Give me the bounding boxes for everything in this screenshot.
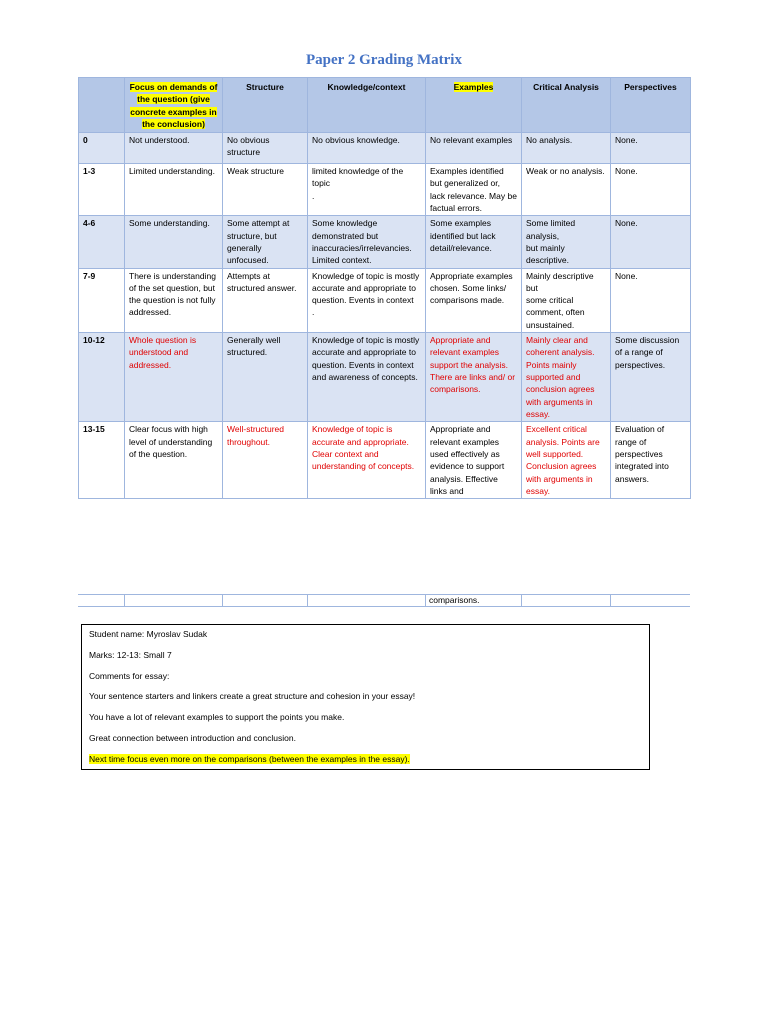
perspectives-cell: None. — [611, 164, 691, 216]
analysis-cell: Weak or no analysis. — [522, 164, 611, 216]
structure-cell: Weak structure — [223, 164, 308, 216]
focus-cell: Not understood. — [125, 133, 223, 164]
perspectives-cell: None. — [611, 133, 691, 164]
knowledge-cell: Knowledge of topic is accurate and appropriate. Clear context and understanding of concepts. — [308, 422, 426, 499]
band-cell: 13-15 — [79, 422, 125, 499]
header-focus-label: Focus on demands of the question (give concrete examples in the conclusion) — [129, 82, 218, 129]
knowledge-cell: limited knowledge of the topic . — [308, 164, 426, 216]
table-row-0 — [79, 133, 691, 164]
column-divider — [307, 594, 308, 607]
analysis-cell: No analysis. — [522, 133, 611, 164]
marks: Marks: 12-13: Small 7 — [89, 649, 172, 660]
comment-line: Your sentence starters and linkers create a great structure and cohesion in your essay! — [89, 691, 416, 702]
structure-cell: Attempts at structured answer. — [223, 268, 308, 333]
perspectives-cell: None. — [611, 268, 691, 333]
examples-cell: Appropriate examples chosen. Some links/ comparisons made. — [426, 268, 522, 333]
knowledge-cell: Some knowledge demonstrated but inaccuracies/irrelevancies. Limited context. — [308, 216, 426, 268]
analysis-cell: Some limited analysis, but mainly descriptive. — [522, 216, 611, 268]
band-cell: 1-3 — [79, 164, 125, 216]
focus-cell: There is understanding of the set question, but the question is not fully addressed. — [125, 268, 223, 333]
continuation-text: comparisons. — [429, 595, 480, 605]
header-perspectives: Perspectives — [611, 78, 691, 133]
page-title: Paper 2 Grading Matrix — [306, 52, 462, 68]
continuation-top-border — [78, 594, 690, 595]
examples-cell: Examples identified but generalized or, lack relevance. May be factual errors. — [426, 164, 522, 216]
knowledge-cell: Knowledge of topic is mostly accurate and appropriate to question. Events in context and awareness of concepts. — [308, 333, 426, 422]
grading-matrix-table — [78, 77, 691, 499]
table-row-7-9 — [79, 268, 691, 333]
table-continuation-row — [78, 594, 690, 607]
table-row-13-15 — [79, 422, 691, 499]
band-cell: 10-12 — [79, 333, 125, 422]
continuation-bottom-border — [78, 606, 690, 607]
header-examples-label: Examples — [453, 82, 494, 92]
header-row — [79, 78, 691, 133]
perspectives-cell: None. — [611, 216, 691, 268]
header-knowledge: Knowledge/context — [308, 78, 426, 133]
analysis-cell: Excellent critical analysis. Points are well supported. Conclusion agrees with arguments in essay. — [522, 422, 611, 499]
table-row-1-3 — [79, 164, 691, 216]
header-focus — [125, 78, 223, 133]
knowledge-cell: Knowledge of topic is mostly accurate and appropriate to question. Events in context . — [308, 268, 426, 333]
examples-cell: Appropriate and relevant examples used effectively as evidence to support analysis. Effective links and — [426, 422, 522, 499]
header-analysis: Critical Analysis — [522, 78, 611, 133]
examples-cell: No relevant examples — [426, 133, 522, 164]
comments-label: Comments for essay: — [89, 670, 170, 681]
knowledge-cell: No obvious knowledge. — [308, 133, 426, 164]
table-row-4-6 — [79, 216, 691, 268]
focus-cell: Limited understanding. — [125, 164, 223, 216]
focus-cell: Some understanding. — [125, 216, 223, 268]
structure-cell: No obvious structure — [223, 133, 308, 164]
perspectives-cell: Some discussion of a range of perspectives. — [611, 333, 691, 422]
column-divider — [222, 594, 223, 607]
highlighted-comment: Next time focus even more on the comparisons (between the examples in the essay). — [89, 753, 410, 764]
band-cell: 7-9 — [79, 268, 125, 333]
focus-cell: Whole question is understood and addressed. — [125, 333, 223, 422]
band-cell: 0 — [79, 133, 125, 164]
column-divider — [425, 594, 426, 607]
structure-cell: Generally well structured. — [223, 333, 308, 422]
column-divider — [610, 594, 611, 607]
table-row-10-12 — [79, 333, 691, 422]
structure-cell: Some attempt at structure, but generally unfocused. — [223, 216, 308, 268]
header-structure: Structure — [223, 78, 308, 133]
comment-line-highlighted — [89, 754, 642, 766]
column-divider — [124, 594, 125, 607]
comment-line: You have a lot of relevant examples to support the points you make. — [89, 712, 345, 723]
analysis-cell: Mainly clear and coherent analysis. Points mainly supported and conclusion agrees with arguments in essay. — [522, 333, 611, 422]
band-cell: 4-6 — [79, 216, 125, 268]
student-name: Student name: Myroslav Sudak — [89, 629, 208, 639]
examples-cell: Some examples identified but lack detail/relevance. — [426, 216, 522, 268]
column-divider — [521, 594, 522, 607]
focus-cell: Clear focus with high level of understanding of the question. — [125, 422, 223, 499]
analysis-cell: Mainly descriptive but some critical comment, often unsustained. — [522, 268, 611, 333]
header-band — [79, 78, 125, 133]
structure-cell: Well-structured throughout. — [223, 422, 308, 499]
perspectives-cell: Evaluation of range of perspectives integrated into answers. — [611, 422, 691, 499]
feedback-box — [81, 624, 650, 770]
header-examples — [426, 78, 522, 133]
examples-cell: Appropriate and relevant examples support the analysis. There are links and/ or comparisons. — [426, 333, 522, 422]
comment-line: Great connection between introduction and conclusion. — [89, 732, 296, 743]
